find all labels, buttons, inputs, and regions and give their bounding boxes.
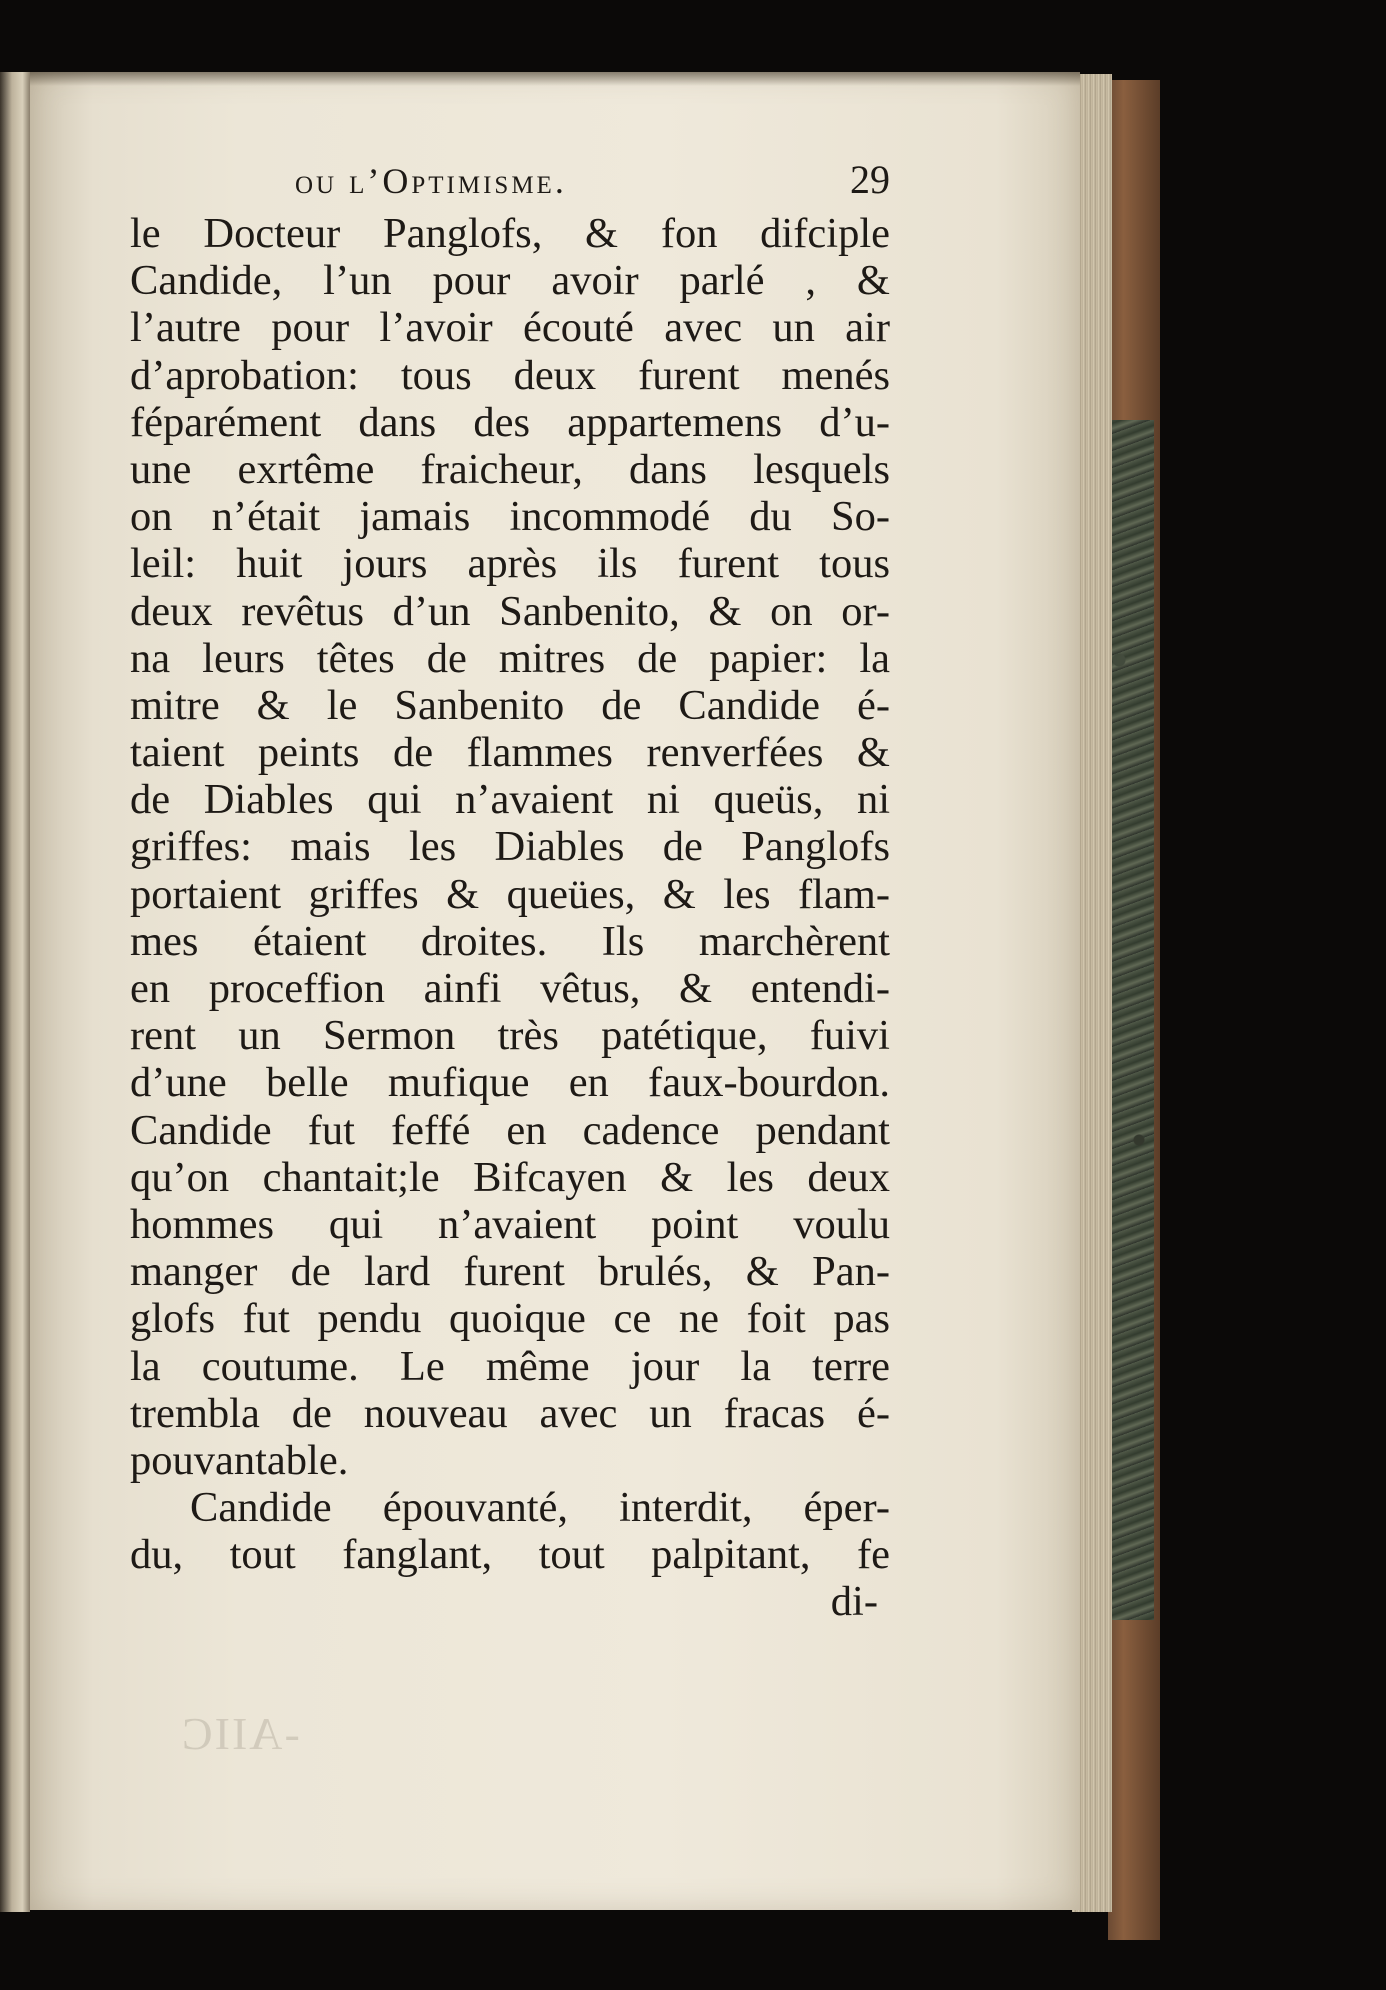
text-line: deux revêtus d’un Sanbenito, & on or- <box>130 587 890 635</box>
text-line: leil: huit jours après ils furent tous <box>130 540 890 588</box>
text-line: une exrtême fraicheur, dans lesquels <box>130 445 890 493</box>
text-line: manger de lard furent brulés, & Pan- <box>130 1248 890 1296</box>
text-line: griffes: mais les Diables de Panglofs <box>130 823 890 871</box>
text-line: na leurs têtes de mitres de papier: la <box>130 634 890 682</box>
text-line: en proceffion ainfi vêtus, & entendi- <box>130 965 890 1012</box>
text-line: hommes qui n’avaient point voulu <box>130 1200 890 1248</box>
text-line: Candide, l’un pour avoir parlé , & <box>130 257 890 305</box>
text-line: mitre & le Sanbenito de Candide é- <box>130 681 890 729</box>
text-line: Candide fut feffé en cadence pendant <box>130 1106 890 1154</box>
text-line: d’aprobation: tous deux furent menés <box>130 351 890 399</box>
text-line: taient peints de flammes renverfées & <box>130 729 890 777</box>
text-line: on n’était jamais incommodé du So- <box>130 493 890 541</box>
text-line: Candide épouvanté, interdit, éper- <box>190 1484 890 1532</box>
facing-page-edge <box>0 72 30 1912</box>
text-line: féparément dans des appartemens d’u- <box>130 398 890 446</box>
paragraph-2 <box>130 1484 890 1578</box>
text-line: d’une belle mufique en faux-bourdon. <box>130 1059 890 1107</box>
text-line: trembla de nouveau avec un fracas é- <box>130 1389 890 1437</box>
catchword: di- <box>830 1578 878 1626</box>
text-line: de Diables qui n’avaient ni queüs, ni <box>130 776 890 824</box>
text-line: la coutume. Le même jour la terre <box>130 1342 890 1390</box>
page-number: 29 <box>850 157 890 202</box>
running-head <box>130 150 890 210</box>
running-title: ou l’Optimisme. <box>295 161 567 201</box>
page-text <box>130 150 890 1626</box>
text-line: rent un Sermon très patétique, fuivi <box>130 1012 890 1060</box>
text-line: du, tout fanglant, tout palpitant, fe <box>130 1531 890 1579</box>
text-line: pouvantable. <box>130 1436 349 1484</box>
page-shadow <box>30 72 1080 86</box>
show-through-text: -AIIC <box>180 1708 300 1759</box>
text-line: glofs fut pendu quoique ce ne foit pas <box>130 1295 890 1343</box>
text-line: le Docteur Panglofs, & fon difciple <box>130 210 890 257</box>
text-line: l’autre pour l’avoir écouté avec un air <box>130 304 890 352</box>
text-line: portaient griffes & queües, & les flam- <box>130 870 890 918</box>
paragraph-1 <box>130 210 890 1484</box>
text-line: mes étaient droites. Ils marchèrent <box>130 917 890 965</box>
text-line: qu’on chantait;le Bifcayen & les deux <box>130 1153 890 1201</box>
